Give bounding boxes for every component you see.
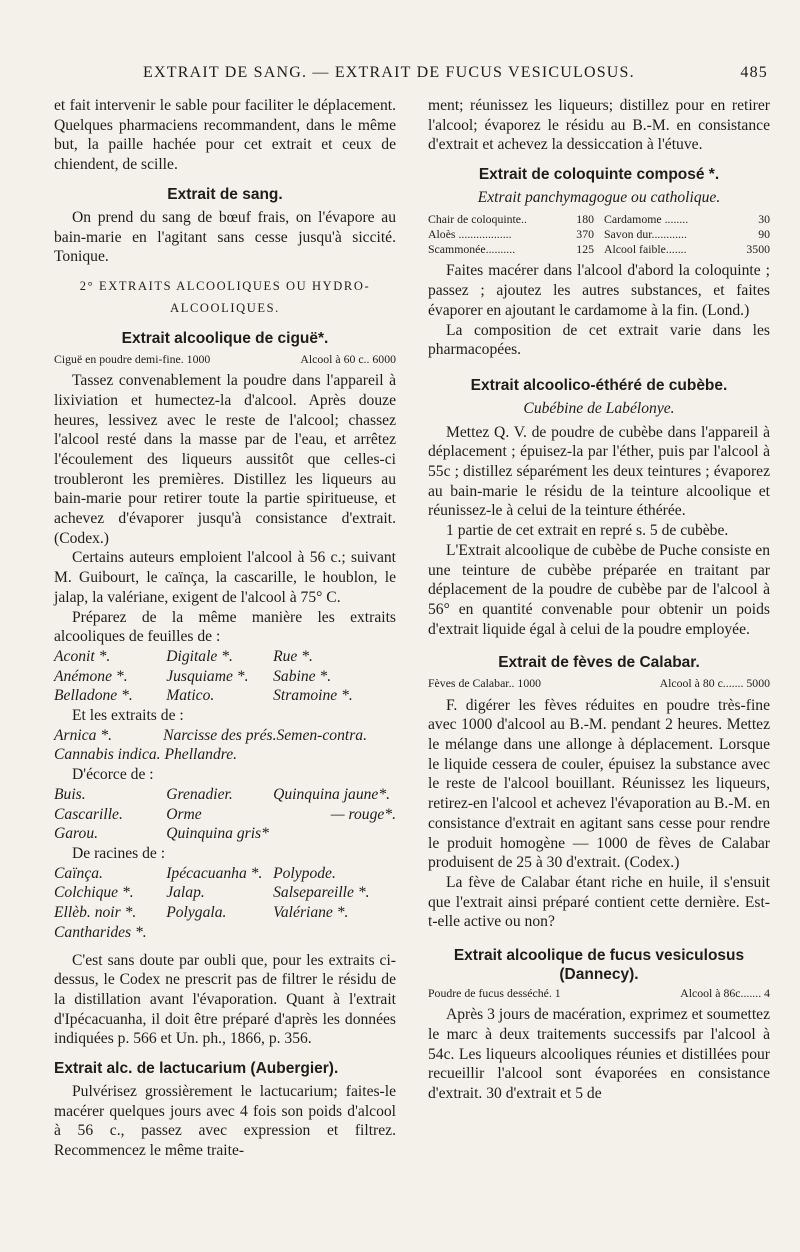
recipe-cigue bbox=[54, 352, 396, 367]
list-extraits-row-2: Cannabis indica. Phellandre. bbox=[54, 746, 238, 764]
list-item bbox=[273, 923, 396, 943]
recipe-quantity: 180 bbox=[576, 211, 594, 226]
recipe-fucus-right: Alcool à 86c....... 4 bbox=[680, 986, 770, 1001]
paragraph-ecorce: D'écorce de : bbox=[72, 766, 154, 784]
list-item: Cantharides *. bbox=[54, 923, 147, 941]
list-item: Grenadier. bbox=[166, 785, 233, 803]
heading-extrait-cigue: Extrait alcoolique de ciguë*. bbox=[121, 329, 329, 347]
list-item: Anémone *. bbox=[54, 667, 128, 685]
heading-fucus-line-1: Extrait alcoolique de fucus vesiculosus bbox=[453, 947, 745, 965]
list-item: Narcisse des prés. bbox=[163, 726, 277, 744]
list-item bbox=[273, 824, 396, 844]
paragraph-cubebe-2: 1 partie de cet extrait en repré s. 5 de cubèbe. bbox=[446, 522, 729, 540]
page-header bbox=[48, 64, 768, 88]
section-heading-2 bbox=[54, 275, 396, 319]
recipe-quantity: 125 bbox=[576, 242, 594, 257]
list-item: Garou. bbox=[54, 825, 99, 843]
recipe-coloquinte bbox=[428, 212, 770, 258]
paragraph-cubebe-3: L'Extrait alcoolique de cubèbe de Puche consiste en une teinture de cubèbe préparée en traitant par déplacement de la poudre de cubèbe par de l'alcool à 56° en quantité convenable pour obtenir un poids d'extrait liquide égal à celui de la poudre employée. bbox=[428, 541, 770, 638]
list-item: Polypode. bbox=[273, 864, 336, 882]
recipe-feves bbox=[428, 676, 770, 691]
list-item: Belladone *. bbox=[54, 687, 133, 705]
subtitle-coloquinte: Extrait panchymagogue ou catholique. bbox=[477, 189, 721, 207]
left-column bbox=[54, 96, 396, 1161]
paragraph-coloquinte-2: La composition de cet extrait varie dans les pharmacopées. bbox=[428, 321, 770, 359]
heading-fucus bbox=[428, 946, 770, 984]
paragraph-oubli: C'est sans doute par oubli que, pour les extraits ci-dessus, le Codex ne prescrit pas de filtrer le résidu de la distillation avant l'évaporation. Quant à l'extrait d'Ipécacuanha, il doit être préparé d'après les données indiquées p. 566 et Un. ph., 1866, p. 356. bbox=[54, 951, 396, 1048]
list-racines bbox=[54, 864, 396, 943]
list-item: Buis. bbox=[54, 785, 86, 803]
list-item: Quinquina jaune*. bbox=[273, 785, 391, 803]
paragraph-lactucarium: Pulvérisez grossièrement le lactucarium; faites-le macérer quelques jours avec 4 fois son poids d'alcool à 56 c., passez avec expression et filtrez. Recommencez le même traite- bbox=[54, 1083, 396, 1160]
list-item: Ellèb. noir *. bbox=[54, 904, 137, 922]
list-feuilles bbox=[54, 647, 396, 706]
list-ecorces bbox=[54, 785, 396, 844]
right-column bbox=[428, 96, 770, 1104]
paragraph-feves-1: F. digérer les fèves réduites en poudre très-fine avec 1000 d'alcool au B.-M. pendant 2 heures. Mettez le mélange dans une allonge à déplacement. Lorsque le liquide cessera de couler, épuisez la substance avec le reste de l'alcool bouillant. Réunissez les liqueurs, retirez-en l'alcool et achevez l'évaporation au B.-M. en consistance d'extrait en agitant sans cesse pour rendre le produit homogène — 1000 de fèves de Calabar produisent de 25 à 30 d'extrait. (Codex.) bbox=[428, 696, 770, 872]
page-number: 485 bbox=[740, 64, 768, 81]
list-item: Jalap. bbox=[166, 884, 205, 902]
heading-feves-calabar: Extrait de fèves de Calabar. bbox=[498, 654, 700, 672]
paragraph-intro: et fait intervenir le sable pour faciliter le déplacement. Quelques pharmaciens recommandent, dans le même but, la paille hachée pour cet extrait et ceux de chiendent, de scille. bbox=[54, 97, 396, 174]
recipe-ingredient: Chair de coloquinte.. bbox=[428, 211, 527, 226]
list-item: Salsepareille *. bbox=[273, 884, 370, 902]
list-item: Matico. bbox=[166, 687, 215, 705]
list-item: — rouge*. bbox=[330, 805, 396, 823]
running-title: EXTRAIT DE SANG. — EXTRAIT DE FUCUS VESICULOSUS. bbox=[143, 64, 635, 81]
subtitle-cubebe: Cubébine de Labélonye. bbox=[523, 399, 675, 417]
paragraph-continuation: ment; réunissez les liqueurs; distillez pour en retirer l'alcool; évaporez le résidu au B.-M. en consistance d'extrait et achevez la dessiccation à l'étuve. bbox=[428, 97, 770, 154]
recipe-feves-left: Fèves de Calabar.. 1000 bbox=[428, 676, 542, 691]
list-item: Rue *. bbox=[273, 647, 313, 665]
recipe-feves-right: Alcool à 80 c....... 5000 bbox=[659, 676, 770, 691]
paragraph-coloquinte-1: Faites macérer dans l'alcool d'abord la coloquinte ; passez ; ajoutez les autres substances, et faites évaporer en ajoutant le cardamome à la fin. (Lond.) bbox=[428, 262, 770, 319]
recipe-quantity: 370 bbox=[576, 227, 594, 242]
recipe-row bbox=[428, 227, 770, 242]
paragraph-cigue-1: Tassez convenablement la poudre dans l'appareil à lixiviation et humectez-la d'alcool. Après douze heures, lessivez avec le reste de l'alcool; chassez l'alcool resté dans la masse par de l'eau, et arrêtez l'écoulement des liqueurs aussitôt que celles-ci troubleront les premières. Distillez les liqueurs au bain-marie pour retirer toute la partie spiritueuse, et achevez d'évaporer jusqu'à consistance d'extrait. (Codex.) bbox=[54, 372, 396, 547]
recipe-ingredient: Savon dur............ bbox=[604, 227, 687, 242]
list-item: Ipécacuanha *. bbox=[166, 864, 263, 882]
recipe-cigue-right: Alcool à 60 c.. 6000 bbox=[300, 351, 396, 366]
section-heading-line-2: ALCOOLIQUES. bbox=[170, 300, 280, 315]
paragraph-racines: De racines de : bbox=[72, 845, 166, 862]
recipe-ingredient: Aloès .................. bbox=[428, 227, 512, 242]
list-item: Digitale *. bbox=[166, 647, 233, 665]
heading-coloquinte: Extrait de coloquinte composé *. bbox=[478, 166, 720, 184]
recipe-fucus bbox=[428, 986, 770, 1001]
list-item: Semen-contra. bbox=[276, 726, 367, 744]
recipe-ingredient: Alcool faible....... bbox=[604, 242, 687, 257]
recipe-cigue-left: Ciguë en poudre demi-fine. 1000 bbox=[54, 351, 211, 366]
list-item: Caïnça. bbox=[54, 864, 103, 882]
recipe-quantity: 90 bbox=[758, 227, 770, 242]
list-item: Aconit *. bbox=[54, 647, 111, 665]
list-item: Stramoine *. bbox=[273, 687, 353, 705]
section-heading-line-1: 2° EXTRAITS ALCOOLIQUES OU HYDRO- bbox=[79, 278, 371, 293]
recipe-row bbox=[428, 212, 770, 227]
recipe-ingredient: Scammonée.......... bbox=[428, 242, 516, 257]
paragraph-feves-2: La fève de Calabar étant riche en huile, il s'ensuit que l'extrait ainsi préparé contient cette dernière. Est-t-elle active ou non? bbox=[428, 873, 770, 931]
list-item: Colchique *. bbox=[54, 884, 134, 902]
list-item: Sabine *. bbox=[273, 667, 332, 685]
paragraph-extraits: Et les extraits de : bbox=[72, 707, 184, 725]
paragraph-fucus: Après 3 jours de macération, exprimez et soumettez le marc à deux traitements successifs par l'alcool à 54c. Les liqueurs alcooliques réunies et distillées pour recueillir l'alcool sont évaporées en consistance d'extrait. 30 d'extrait et 5 de bbox=[428, 1006, 770, 1103]
list-item: Cascarille. bbox=[54, 805, 123, 823]
heading-fucus-line-2: (Dannecy). bbox=[559, 966, 639, 984]
recipe-ingredient: Cardamome ........ bbox=[604, 211, 689, 226]
recipe-fucus-left: Poudre de fucus desséché. 1 bbox=[428, 986, 561, 1001]
heading-cubebe: Extrait alcoolico-éthéré de cubèbe. bbox=[470, 376, 728, 394]
paragraph-cubebe-1: Mettez Q. V. de poudre de cubèbe dans l'appareil à déplacement ; épuisez-la par l'éther, puis par l'alcool à 55c ; distillez séparément les deux teintures ; évaporez au bain-marie le résidu de la teinture alcoolique et réunissez-le à celui de la teinture éthérée. bbox=[428, 423, 770, 520]
paragraph-cigue-3: Préparez de la même manière les extraits alcooliques de feuilles de : bbox=[54, 608, 396, 646]
list-item: Jusquiame *. bbox=[166, 667, 249, 685]
paragraph-cigue-2: Certains auteurs emploient l'alcool à 56 c.; suivant M. Guibourt, le caïnça, la cascarille, le houblon, le jalap, la valériane, exigent de l'alcool à 75° C. bbox=[54, 549, 396, 606]
recipe-row bbox=[428, 242, 770, 257]
list-item: Quinquina gris* bbox=[166, 825, 269, 843]
list-item: Arnica *. bbox=[54, 726, 113, 744]
heading-lactucarium: Extrait alc. de lactucarium (Aubergier). bbox=[54, 1060, 339, 1078]
list-extraits bbox=[54, 726, 396, 746]
heading-extrait-sang: Extrait de sang. bbox=[167, 185, 283, 203]
list-item: Orme bbox=[166, 805, 202, 823]
list-item bbox=[166, 923, 273, 943]
recipe-quantity: 30 bbox=[758, 211, 770, 226]
list-item: Valériane *. bbox=[273, 904, 349, 922]
list-item: Polygala. bbox=[166, 904, 227, 922]
paragraph-sang: On prend du sang de bœuf frais, on l'évapore au bain-marie en l'agitant sans cesse jusqu'à siccité. Tonique. bbox=[54, 208, 396, 266]
recipe-quantity: 3500 bbox=[746, 242, 770, 257]
